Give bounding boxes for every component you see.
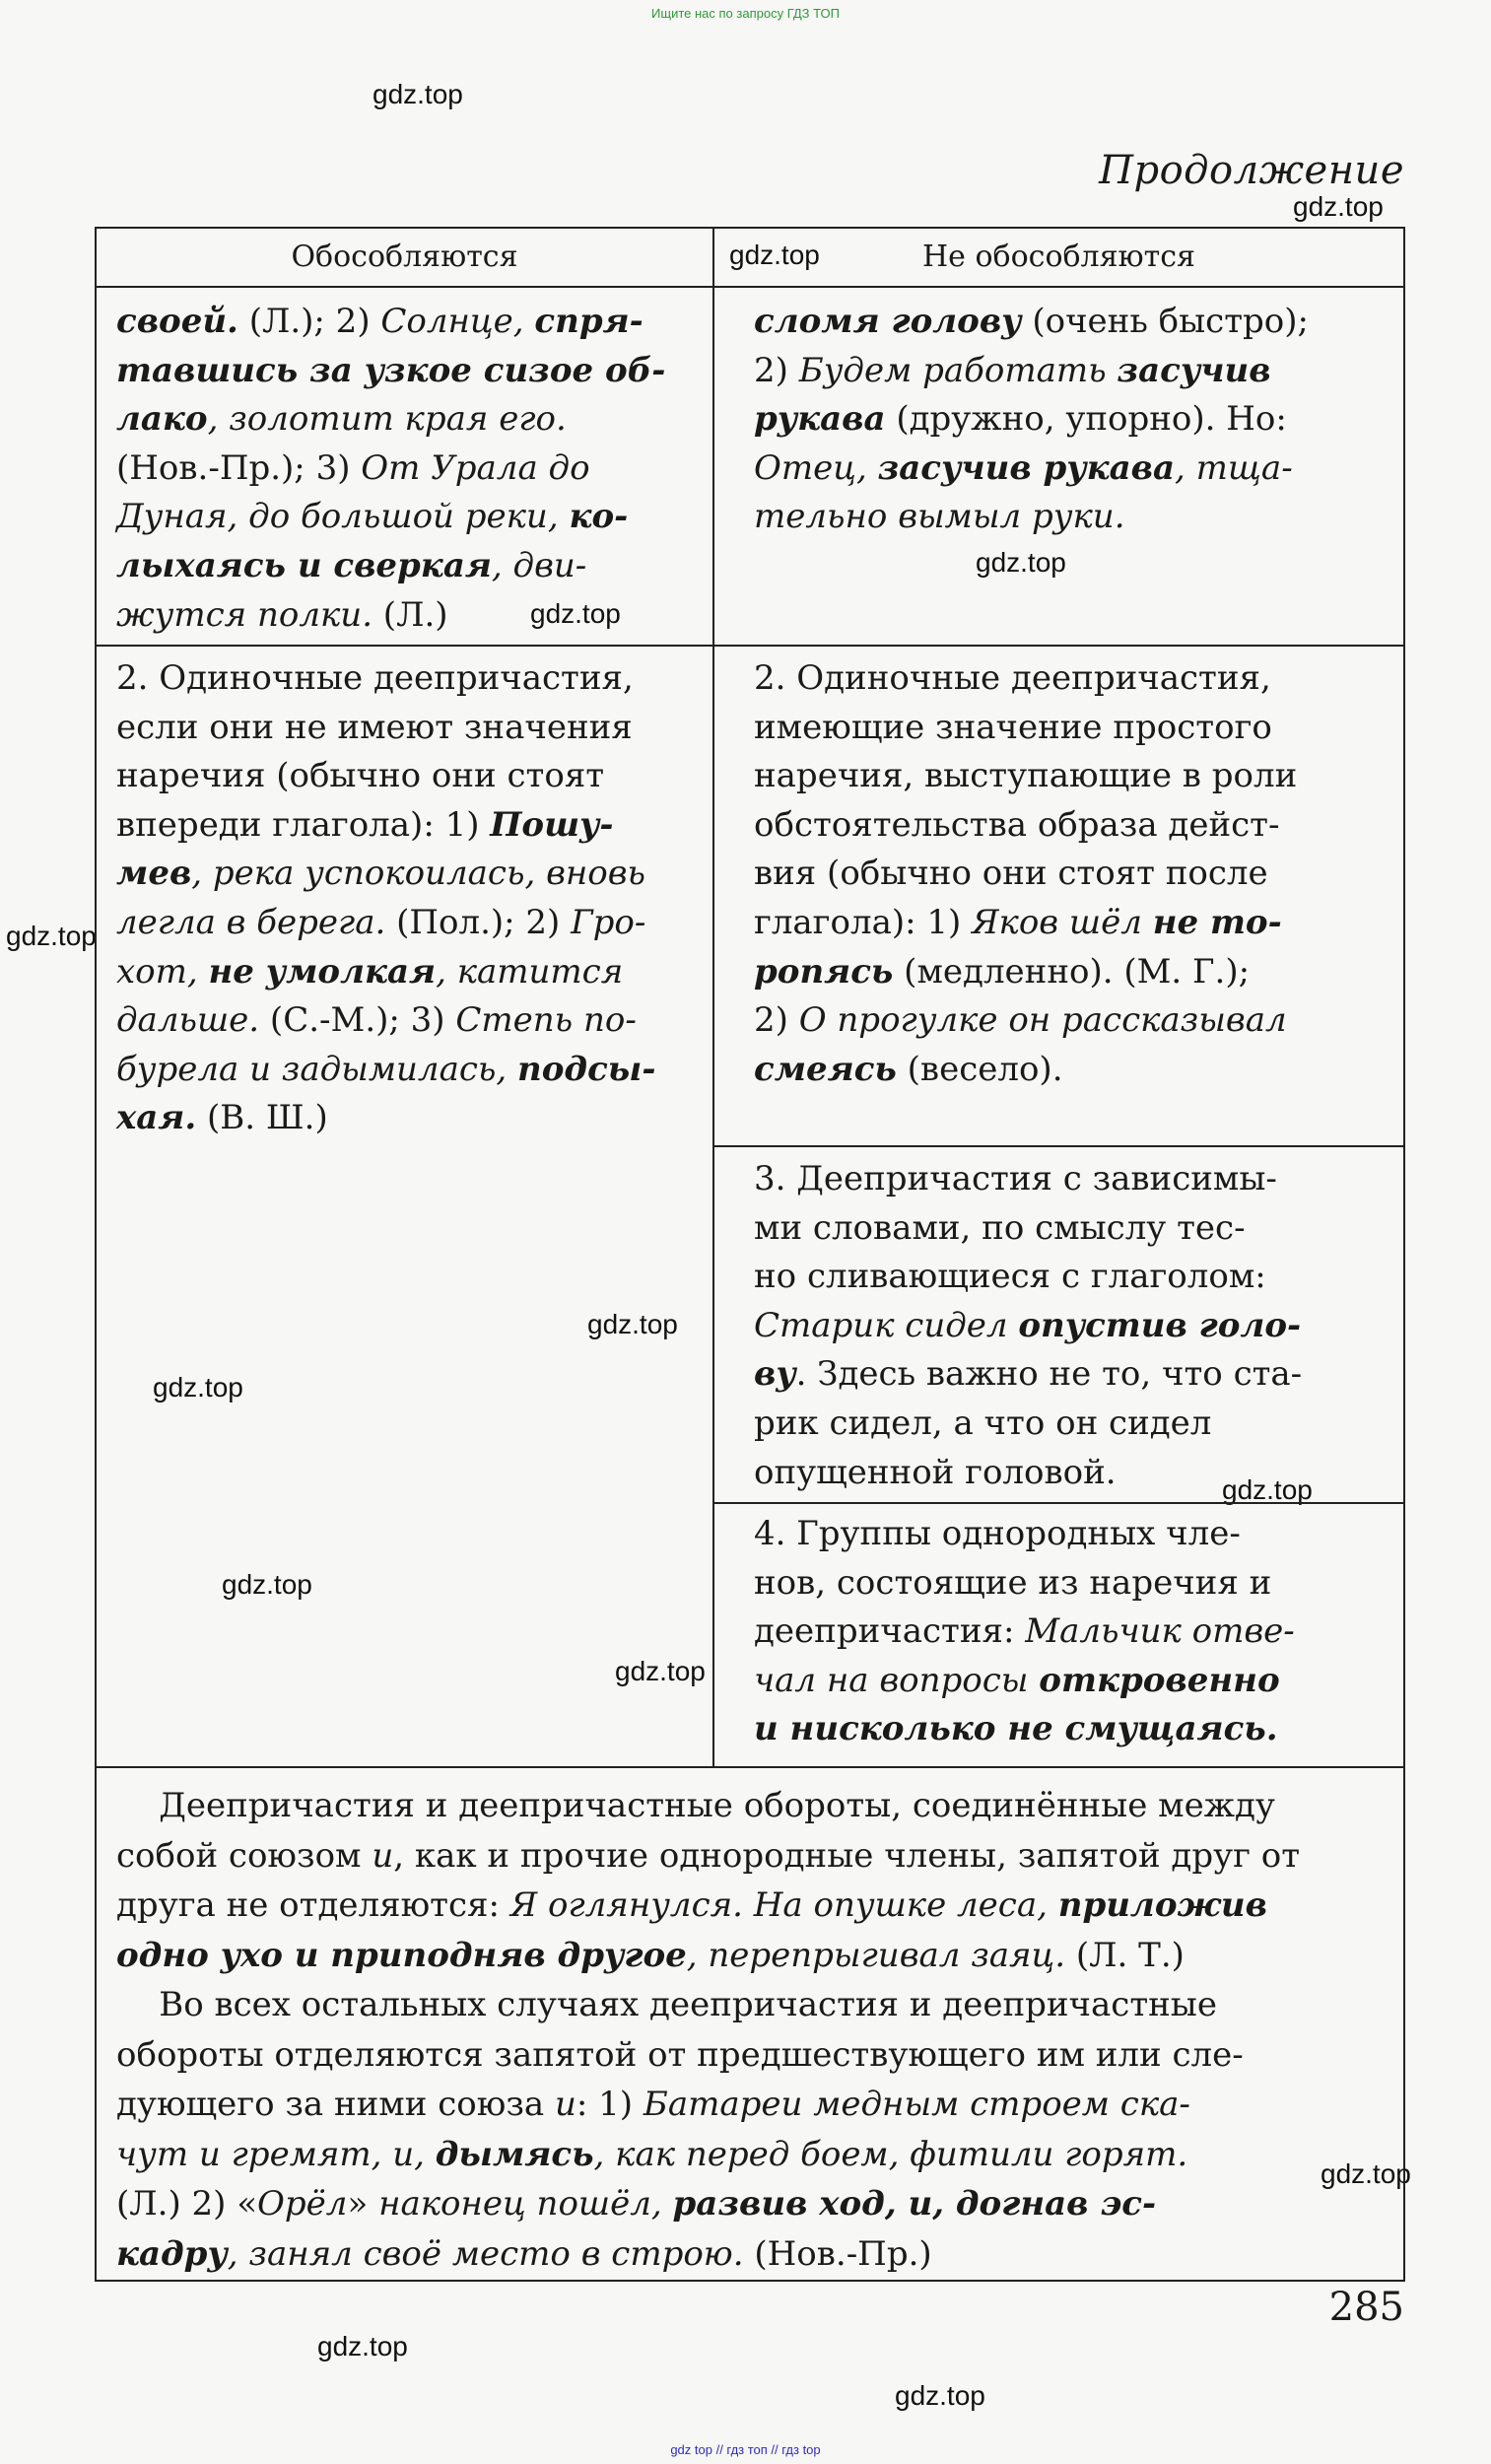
text-span: (весело). xyxy=(896,1049,1063,1089)
text-span: нов, состоящие из наречия и xyxy=(754,1562,1272,1603)
bold-italic-span: ву xyxy=(754,1354,796,1395)
text-line xyxy=(754,850,1297,899)
text-line xyxy=(116,2130,1388,2180)
watermark: gdz.top xyxy=(1321,2158,1411,2189)
bold-italic-span: одно ухо и приподняв другое xyxy=(116,1935,687,1975)
text-span xyxy=(673,2184,1157,2224)
text-line xyxy=(116,850,655,899)
text-span: Отец, xyxy=(754,447,878,488)
text-span: 4. Группы однородных чле- xyxy=(754,1514,1241,1553)
text-span: опущенной головой. xyxy=(754,1452,1117,1492)
rules-table xyxy=(95,227,1405,2282)
text-span: (Нов.-Пр.) xyxy=(743,2233,932,2274)
text-line xyxy=(754,1705,1295,1754)
text-span: легла в берега. xyxy=(116,902,386,942)
text-span: Гро- xyxy=(571,902,646,942)
text-span: 2) xyxy=(754,350,799,390)
text-span: чут и гремят, и, xyxy=(116,2134,436,2174)
bold-italic-span: не то- xyxy=(1152,902,1282,942)
text-span: 2) xyxy=(754,1000,799,1041)
bold-italic-span: смеясь xyxy=(754,1049,897,1089)
text-span: (Л.) xyxy=(373,594,448,635)
text-span: , золотит края его. xyxy=(207,399,567,440)
bold-italic-span: подсы- xyxy=(517,1049,656,1089)
text-span: Батареи медным строем ска- xyxy=(643,2085,1190,2124)
text-span: Орёл xyxy=(257,2184,348,2224)
text-span: впереди глагола): 1) xyxy=(116,804,491,845)
watermark: gdz.top xyxy=(1222,1474,1313,1505)
bold-italic-span: засучив рукава xyxy=(877,447,1176,488)
text-line xyxy=(116,2080,1388,2130)
text-span xyxy=(569,497,628,536)
bold-italic-span: откровенно xyxy=(1039,1660,1280,1700)
text-line xyxy=(116,1094,655,1143)
watermark: gdz.top xyxy=(373,79,463,109)
text-span: наречия (обычно они стоят xyxy=(116,756,605,796)
text-span: , как перед боем, фитили горят. xyxy=(593,2134,1188,2174)
text-span: О прогулке он рассказывал xyxy=(798,1000,1287,1041)
row-divider xyxy=(712,1145,1403,1147)
text-span: (дружно, упорно). Но: xyxy=(885,399,1287,440)
text-span: Деепричастия и деепричастные обороты, соединённые между xyxy=(116,1786,1275,1825)
bold-italic-span: кадру xyxy=(116,2233,228,2274)
text-line xyxy=(116,1046,655,1095)
text-span: , дви- xyxy=(491,545,587,585)
text-span xyxy=(116,302,238,341)
text-span: обстоятельства образа дейст- xyxy=(754,804,1280,845)
text-span xyxy=(754,1354,796,1394)
header-divider xyxy=(97,286,1403,288)
text-line xyxy=(754,1350,1302,1400)
text-span: (В. Ш.) xyxy=(196,1098,328,1138)
bold-italic-span: тавшись за узкое сизое об- xyxy=(116,350,666,390)
continuation-heading: Продолжение xyxy=(1099,148,1404,193)
bold-italic-span: лыхаясь и сверкая xyxy=(116,545,492,585)
text-span: (С.-М.); 3) xyxy=(259,1000,456,1041)
text-span: 2. Одиночные деепричастия, xyxy=(116,658,634,698)
bold-italic-span: рукава xyxy=(754,399,886,440)
text-span xyxy=(1018,1306,1301,1345)
bold-italic-span: не умолкая xyxy=(208,951,437,992)
text-span: (медленно). (М. Г.); xyxy=(893,951,1251,992)
watermark: gdz.top xyxy=(6,921,97,951)
text-span: жутся полки. xyxy=(116,594,373,635)
text-line xyxy=(116,948,655,997)
text-line xyxy=(754,1559,1295,1608)
bold-italic-span: развив ход, и, догнав эс- xyxy=(672,2184,1157,2224)
text-line xyxy=(116,493,665,542)
text-span xyxy=(534,302,643,341)
text-span: имеющие значение простого xyxy=(754,707,1272,747)
text-span: ми словами, по смыслу тес- xyxy=(754,1207,1246,1248)
text-line xyxy=(116,347,665,396)
text-span: друга не отделяются: xyxy=(116,1885,510,1925)
watermark: gdz.top xyxy=(222,1569,312,1600)
text-line xyxy=(754,654,1297,704)
text-line xyxy=(754,1608,1295,1657)
cell-row2-right xyxy=(754,654,1297,1094)
watermark: gdz.top xyxy=(729,240,820,270)
watermark: gdz.top xyxy=(317,2331,408,2361)
text-span xyxy=(754,302,1022,341)
text-span: (Л.); 2) xyxy=(237,302,381,341)
text-line xyxy=(116,298,665,347)
text-span: Дуная, до большой реки, xyxy=(116,497,570,537)
bold-italic-span: приложив xyxy=(1057,1885,1267,1925)
text-span xyxy=(754,399,886,439)
text-span: обороты отделяются запятой от предшествующего им или сле- xyxy=(116,2034,1244,2075)
watermark: gdz.top xyxy=(615,1656,706,1686)
bold-italic-span: сломя голову xyxy=(754,302,1022,341)
text-line xyxy=(116,591,665,641)
text-line xyxy=(116,654,655,704)
bold-italic-span: опустив голо- xyxy=(1018,1305,1302,1345)
text-span: если они не имеют значения xyxy=(116,707,633,747)
text-span: От Урала до xyxy=(361,447,590,488)
text-line xyxy=(116,445,665,494)
text-span: дальше. xyxy=(116,1000,260,1041)
text-span: глагола): 1) xyxy=(754,902,973,942)
text-line xyxy=(754,298,1309,347)
text-span: деепричастия: xyxy=(754,1611,1026,1652)
text-line xyxy=(116,1831,1388,1882)
text-span xyxy=(116,351,665,390)
column-divider xyxy=(712,229,714,1766)
bold-italic-span: дымясь xyxy=(435,2134,594,2174)
text-line xyxy=(116,395,665,445)
text-line xyxy=(754,445,1309,494)
text-span xyxy=(209,952,437,992)
text-span: Старик сидел xyxy=(754,1305,1019,1345)
cell-row1-left xyxy=(116,298,665,640)
text-span xyxy=(1117,351,1270,390)
text-line xyxy=(116,752,655,801)
text-span: 2. Одиночные деепричастия, xyxy=(754,658,1271,698)
bold-italic-span: Пошу- xyxy=(490,804,614,845)
text-span: , тща- xyxy=(1175,447,1293,488)
column-header-left: Обособляются xyxy=(291,240,518,274)
text-span xyxy=(116,546,492,585)
row-divider xyxy=(97,645,1403,647)
text-span: (Л.) 2) « xyxy=(116,2184,258,2224)
text-span xyxy=(116,1098,196,1137)
text-span xyxy=(116,399,208,439)
text-line xyxy=(116,2030,1388,2081)
text-span: (Л. Т.) xyxy=(1065,1935,1185,1975)
text-line xyxy=(754,1155,1302,1204)
text-span: собой союзом xyxy=(116,1835,373,1876)
text-span xyxy=(490,805,613,845)
text-line xyxy=(754,704,1297,753)
top-banner: Ищите нас по запросу ГДЗ ТОП xyxy=(651,6,840,21)
watermark: gdz.top xyxy=(895,2380,985,2411)
watermark: gdz.top xyxy=(153,1372,243,1403)
text-line xyxy=(116,1781,1388,1831)
watermark: gdz.top xyxy=(587,1309,678,1339)
text-line xyxy=(116,1931,1388,1981)
text-span: но сливающиеся с глаголом: xyxy=(754,1257,1266,1297)
text-line xyxy=(754,1046,1297,1095)
text-span: бурела и задымилась, xyxy=(116,1049,518,1089)
cell-row1-right xyxy=(754,298,1309,542)
text-span xyxy=(116,854,191,893)
text-span: , перепрыгивал заяц. xyxy=(686,1935,1066,1975)
bold-italic-span: спря- xyxy=(534,302,644,341)
text-span: , река успокоилась, вновь xyxy=(191,854,646,894)
cell-row3-right xyxy=(754,1155,1302,1497)
text-span: и xyxy=(372,1835,394,1876)
text-span: : 1) xyxy=(576,2085,644,2124)
text-line xyxy=(754,1253,1302,1302)
text-line xyxy=(116,1881,1388,1931)
text-span: Во всех остальных случаях деепричастия и деепричастные xyxy=(116,1985,1217,2024)
watermark: gdz.top xyxy=(1293,191,1384,222)
note-divider xyxy=(97,1766,1403,1768)
text-span: (Пол.); 2) xyxy=(385,902,572,942)
text-line xyxy=(116,801,655,851)
text-line xyxy=(754,1449,1302,1498)
text-span: » xyxy=(347,2184,379,2224)
text-span: тельно вымыл руки. xyxy=(754,497,1125,537)
text-line xyxy=(754,1204,1302,1254)
text-span: наконец пошёл, xyxy=(378,2184,673,2224)
text-span: Будем работать xyxy=(798,350,1118,390)
text-span: (Нов.-Пр.); 3) xyxy=(116,447,362,488)
text-span xyxy=(517,1050,655,1089)
text-span xyxy=(1039,1661,1279,1700)
table-note xyxy=(116,1781,1388,2279)
bold-italic-span: и нисколько не смущаясь. xyxy=(754,1709,1278,1749)
watermark: gdz.top xyxy=(530,598,621,629)
text-line xyxy=(754,1510,1295,1559)
bold-italic-span: ропясь xyxy=(754,951,894,992)
text-span: Мальчик отве- xyxy=(1025,1611,1295,1652)
text-line xyxy=(116,1980,1388,2030)
column-header-right: Не обособляются xyxy=(922,240,1195,274)
text-span: Солнце, xyxy=(380,302,535,341)
text-span: Яков шёл xyxy=(972,902,1153,942)
text-span xyxy=(1058,1885,1267,1925)
text-line xyxy=(754,801,1297,851)
bold-italic-span: засучив xyxy=(1117,350,1271,390)
text-line xyxy=(116,704,655,753)
text-span xyxy=(754,952,893,992)
text-span: чал на вопросы xyxy=(754,1660,1040,1700)
text-span: хот, xyxy=(116,951,209,992)
bold-italic-span: ко- xyxy=(569,497,629,537)
text-line xyxy=(116,542,665,591)
text-span: (очень быстро); xyxy=(1021,302,1309,341)
text-span xyxy=(878,448,1175,488)
text-span xyxy=(1153,903,1282,942)
text-line xyxy=(116,2229,1388,2280)
text-line xyxy=(754,1400,1302,1449)
text-line xyxy=(754,493,1309,542)
text-line xyxy=(754,752,1297,801)
text-span xyxy=(754,1050,897,1089)
bold-italic-span: своей. xyxy=(116,302,238,341)
text-span xyxy=(116,2234,228,2274)
text-line xyxy=(116,899,655,948)
text-span xyxy=(116,1936,687,1975)
text-line xyxy=(116,2179,1388,2229)
bottom-banner: gdz top // гдз топ // гдз top xyxy=(670,2442,821,2457)
bold-italic-span: лако xyxy=(116,399,208,440)
text-span: наречия, выступающие в роли xyxy=(754,756,1298,796)
text-line xyxy=(754,996,1297,1046)
cell-row4-right xyxy=(754,1510,1295,1754)
page-number: 285 xyxy=(1328,2285,1404,2330)
row-divider xyxy=(712,1502,1403,1504)
text-line xyxy=(754,1657,1295,1706)
text-span: и xyxy=(554,2085,576,2124)
text-span: Я оглянулся. На опушке леса, xyxy=(509,1885,1058,1925)
text-line xyxy=(754,395,1309,445)
text-span: 3. Деепричастия с зависимы- xyxy=(754,1159,1277,1198)
text-line xyxy=(754,347,1309,396)
text-span: , катится xyxy=(436,951,624,992)
text-line xyxy=(116,996,655,1046)
text-span: Степь по- xyxy=(455,1000,637,1041)
bold-italic-span: мев xyxy=(116,854,192,894)
text-span: , занял своё место в строю. xyxy=(227,2233,744,2274)
text-span: . Здесь важно не то, что ста- xyxy=(795,1354,1303,1395)
watermark: gdz.top xyxy=(976,547,1066,578)
text-span xyxy=(436,2135,594,2174)
text-line xyxy=(754,899,1297,948)
text-span: рик сидел, а что он сидел xyxy=(754,1403,1212,1443)
cell-row2-left xyxy=(116,654,655,1143)
text-line xyxy=(754,948,1297,997)
text-span: , как и прочие однородные члены, запятой друг от xyxy=(393,1835,1301,1876)
text-span: вия (обычно они стоят после xyxy=(754,854,1268,894)
text-span: дующего за ними союза xyxy=(116,2085,555,2124)
text-line xyxy=(754,1302,1302,1351)
bold-italic-span: хая. xyxy=(116,1098,197,1138)
text-span xyxy=(754,1709,1278,1748)
